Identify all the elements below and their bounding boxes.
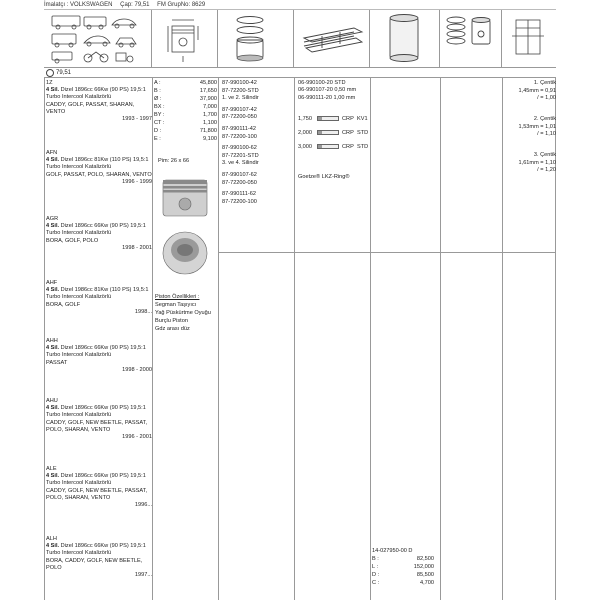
- ring-code: 06-990111-20 1,00 mm: [298, 94, 356, 101]
- column-divider: [218, 78, 219, 600]
- engine-desc: Dizel 1896cc 66Kw (90 PS) 19,5:1: [60, 473, 146, 480]
- engine-code: 1Z: [46, 80, 53, 86]
- spec-key: D :: [154, 128, 162, 134]
- piston-feature: Yağ Püskürtme Oyuğu: [155, 310, 211, 316]
- spec-value: 9,100: [203, 136, 217, 142]
- spec-row: [154, 80, 217, 87]
- part-number: 87-72200-050: [222, 179, 257, 186]
- size-subheader: [44, 68, 556, 78]
- spec-row: [154, 112, 217, 119]
- catalog-header: [44, 0, 556, 10]
- ring-row: [298, 144, 370, 151]
- engine-desc-line: [46, 87, 152, 94]
- cylinder-liner-icon: [372, 12, 438, 66]
- engine-code: AHU: [46, 398, 58, 404]
- liner-row: [372, 580, 436, 587]
- engine-desc-line: [46, 345, 152, 352]
- spec-row: [154, 136, 217, 143]
- part-number: 87-990100-62: [222, 145, 257, 152]
- engine-years: 1996 - 2001: [122, 434, 152, 441]
- ring-set-icon: [296, 12, 368, 66]
- engine-models: CADDY, GOLF, NEW BEETLE, PASSAT, POLO, SHARAN, VENTO: [46, 419, 148, 433]
- row-divider: [218, 252, 556, 253]
- engine-desc: Dizel 1896cc 66Kw (90 PS) 19,5:1: [60, 405, 146, 412]
- engine-code: ALE: [46, 466, 57, 472]
- ring-type: CRP: [342, 116, 354, 122]
- engine-desc-line: [46, 473, 152, 480]
- piston-feature: Segman Taşıyıcı: [155, 302, 197, 308]
- piston-dimension-icon: [154, 12, 216, 66]
- spec-value: 1,100: [203, 120, 217, 126]
- piston-rings-icon: [220, 12, 292, 66]
- engine-desc: Dizel 1896cc 66Kw (90 PS) 19,5:1: [60, 543, 146, 550]
- engine-years: 1997...: [134, 572, 152, 579]
- part-number: 87-72200-050: [222, 114, 257, 121]
- engine-desc2: Turbo Intercool Katalizörlü: [46, 164, 112, 171]
- engine-desc2: Turbo Intercool Katalizörlü: [46, 480, 112, 487]
- liner-value: 152,000: [413, 564, 434, 570]
- piston-feature: Burçlu Piston: [155, 318, 188, 324]
- manufacturer-label: İmalatçı : VOLKSWAGEN: [44, 2, 113, 8]
- engine-desc-line: [46, 157, 152, 164]
- part-number: 87-990107-42: [222, 106, 257, 113]
- engine-desc-line: [46, 543, 152, 550]
- ring-size: 3,000: [298, 144, 312, 150]
- liner-row: [372, 572, 436, 579]
- engine-block: [46, 398, 152, 441]
- ring-code: 06-990107-20 0,50 mm: [298, 87, 357, 94]
- piston-rings-cell: [218, 10, 294, 68]
- ring-brand: Goetze® LKZ-Ring®: [298, 174, 350, 180]
- notch-line: / = 1,00: [537, 95, 556, 101]
- column-divider: [370, 78, 371, 600]
- liner-code: 14-027950-00 D: [372, 548, 413, 554]
- vehicle-types-cell: [44, 10, 152, 68]
- ring-row: [298, 130, 370, 137]
- part-number: 87-72200-100: [222, 133, 257, 140]
- diameter-icon: [46, 69, 54, 77]
- notch-diagram-icon: [504, 12, 554, 66]
- engine-cylinders: 4 Sil.: [46, 287, 60, 294]
- engine-desc2: Turbo Intercool Katalizörlü: [46, 94, 112, 101]
- spec-row: [154, 128, 217, 135]
- liner-key: D :: [372, 572, 380, 578]
- ring-profile-icon: [317, 116, 339, 121]
- notch-line: 1,61mm = 1,10: [518, 159, 556, 166]
- engine-block: [46, 536, 152, 579]
- liner-row: [372, 564, 436, 571]
- ring-extra: STD: [357, 130, 369, 136]
- piston-dimension-cell: [152, 10, 218, 68]
- spec-value: 17,650: [199, 88, 217, 94]
- spec-key: BY :: [154, 112, 165, 118]
- part-number: 87-990111-62: [222, 191, 257, 198]
- spec-row: [154, 96, 217, 103]
- notch-line: / = 1,20: [537, 167, 556, 173]
- bore-label: Çap: 79,51: [120, 2, 150, 8]
- engine-models: BORA, GOLF: [46, 301, 81, 308]
- spec-value: 71,800: [199, 128, 217, 134]
- engine-years: 1996...: [134, 502, 152, 509]
- engine-desc2: Turbo Intercool Katalizörlü: [46, 412, 112, 419]
- engine-years: 1996 - 1999: [122, 178, 152, 185]
- ring-code: 06-990100-20 STD: [298, 80, 346, 86]
- engine-block: [46, 216, 152, 252]
- engine-cylinders: 4 Sil.: [46, 223, 60, 230]
- engine-code: ALH: [46, 536, 57, 542]
- engine-desc: Dizel 1986cc 81Kw (110 PS) 19,5:1: [60, 287, 149, 294]
- engine-desc2: Turbo Intercool Katalizörlü: [46, 294, 112, 301]
- engine-cylinders: 4 Sil.: [46, 405, 60, 412]
- notch-line: 1,45mm = 0,91: [518, 87, 556, 94]
- ring-size: 2,000: [298, 130, 312, 136]
- spec-key: BX :: [154, 104, 165, 110]
- engine-code: AHH: [46, 338, 58, 344]
- engine-years: 1993 - 1997: [122, 116, 152, 123]
- engine-code: AFN: [46, 150, 58, 156]
- piston-side-photo: [159, 176, 211, 220]
- cylinder-liner-cell: [370, 10, 440, 68]
- engine-block: [46, 338, 152, 374]
- engine-desc: Dizel 1896cc 81Kw (110 PS) 19,5:1: [60, 157, 149, 164]
- spec-value: 37,900: [199, 96, 217, 102]
- liner-key: C :: [372, 580, 380, 586]
- part-number: 87-990100-42: [222, 80, 257, 86]
- column-divider: [44, 78, 45, 600]
- engine-models: BORA, CADDY, GOLF, NEW BEETLE, POLO: [46, 557, 143, 571]
- engine-desc-line: [46, 405, 152, 412]
- part-number: 87-72200-100: [222, 198, 257, 205]
- piston-assembly-icon: [442, 12, 500, 66]
- part-number: 3. ve 4. Silindir: [222, 160, 259, 167]
- ring-extra: STD: [357, 144, 369, 150]
- engine-models: CADDY, GOLF, NEW BEETLE, PASSAT, POLO, SHARAN, VENTO: [46, 487, 148, 501]
- part-number: 1. ve 2. Silindir: [222, 95, 259, 102]
- part-number: 87-72201-STD: [222, 152, 259, 159]
- size-value: 79,51: [56, 70, 72, 76]
- engine-cylinders: 4 Sil.: [46, 543, 60, 550]
- piston-feature: Gdz arası düz: [155, 326, 190, 332]
- spec-value: 7,000: [203, 104, 217, 110]
- spec-key: CT :: [154, 120, 165, 126]
- notch-title: 1. Çentik: [533, 80, 556, 86]
- spec-key: A :: [154, 80, 161, 86]
- engine-years: 1998...: [134, 308, 152, 315]
- column-divider: [440, 78, 441, 600]
- ring-type: CRP: [342, 144, 354, 150]
- spec-key: E :: [154, 136, 161, 142]
- liner-value: 85,500: [416, 572, 434, 578]
- ring-type: CRP: [342, 130, 354, 136]
- engine-cylinders: 4 Sil.: [46, 473, 60, 480]
- engine-cylinders: 4 Sil.: [46, 157, 60, 164]
- engine-cylinders: 4 Sil.: [46, 345, 60, 352]
- liner-value: 82,500: [416, 556, 434, 562]
- spec-row: [154, 88, 217, 95]
- engine-desc2: Turbo Intercool Katalizörlü: [46, 550, 112, 557]
- engine-desc2: Turbo Intercool Katalizörlü: [46, 352, 112, 359]
- column-divider: [152, 78, 153, 600]
- engine-cylinders: 4 Sil.: [46, 87, 60, 94]
- piston-features-title: Piston Özellikleri :: [155, 294, 200, 300]
- ring-size: 1,750: [298, 116, 312, 122]
- ring-profile-icon: [317, 144, 339, 149]
- engine-models: GOLF, PASSAT, POLO, SHARAN, VENTO: [46, 171, 152, 178]
- liner-value: 4,700: [420, 580, 434, 586]
- engine-block: [46, 150, 152, 186]
- piston-assembly-cell: [440, 10, 502, 68]
- engine-block: [46, 80, 152, 123]
- piston-top-photo: [159, 228, 211, 278]
- pin-label: Pim: 26 x 66: [158, 158, 190, 164]
- ring-set-cell: [294, 10, 370, 68]
- notch-line: 1,53mm = 1,01: [518, 123, 556, 130]
- part-number: 87-990107-62: [222, 172, 257, 178]
- engine-models: CADDY, GOLF, PASSAT, SHARAN, VENTO: [46, 101, 135, 115]
- part-number: 87-990111-42: [222, 126, 257, 132]
- column-divider: [502, 78, 503, 600]
- vehicle-types-icon: [46, 12, 150, 66]
- engine-desc: Dizel 1896cc 66Kw (90 PS) 19,5:1: [60, 223, 146, 230]
- spec-value: 45,800: [199, 80, 217, 86]
- notch-title: 3. Çentik: [533, 152, 556, 158]
- notch-diagram-cell: [502, 10, 556, 68]
- engine-years: 1998 - 2000: [122, 366, 152, 373]
- engine-desc-line: [46, 223, 152, 230]
- ring-profile-icon: [317, 130, 339, 135]
- engine-block: [46, 280, 152, 316]
- engine-desc2: Turbo Intercool Katalizörlü: [46, 230, 112, 237]
- liner-key: B :: [372, 556, 379, 562]
- liner-key: L :: [372, 564, 379, 570]
- engine-years: 1998 - 2001: [122, 244, 152, 251]
- engine-models: BORA, GOLF, POLO: [46, 237, 99, 244]
- spec-value: 1,700: [203, 112, 217, 118]
- engine-code: AHF: [46, 280, 58, 286]
- spec-key: Ø :: [154, 96, 162, 102]
- image-header-row: [44, 10, 556, 68]
- engine-desc: Dizel 1896cc 66Kw (90 PS) 19,5:1: [60, 345, 146, 352]
- group-label: FM GrupNo: 8629: [157, 2, 206, 8]
- ring-extra: KV1: [357, 116, 368, 122]
- spec-key: B :: [154, 88, 161, 94]
- spec-row: [154, 120, 217, 127]
- engine-code: AGR: [46, 216, 59, 222]
- part-number: 87-72200-STD: [222, 87, 259, 94]
- engine-desc-line: [46, 287, 152, 294]
- engine-block: [46, 466, 152, 509]
- notch-line: / = 1,10: [537, 131, 556, 137]
- notch-title: 2. Çentik: [533, 116, 556, 122]
- catalog-page: [44, 0, 556, 600]
- ring-row: [298, 116, 370, 123]
- engine-models: PASSAT: [46, 359, 68, 366]
- liner-row: [372, 556, 436, 563]
- engine-desc: Dizel 1896cc 66Kw (90 PS) 19,5:1: [60, 87, 146, 94]
- spec-row: [154, 104, 217, 111]
